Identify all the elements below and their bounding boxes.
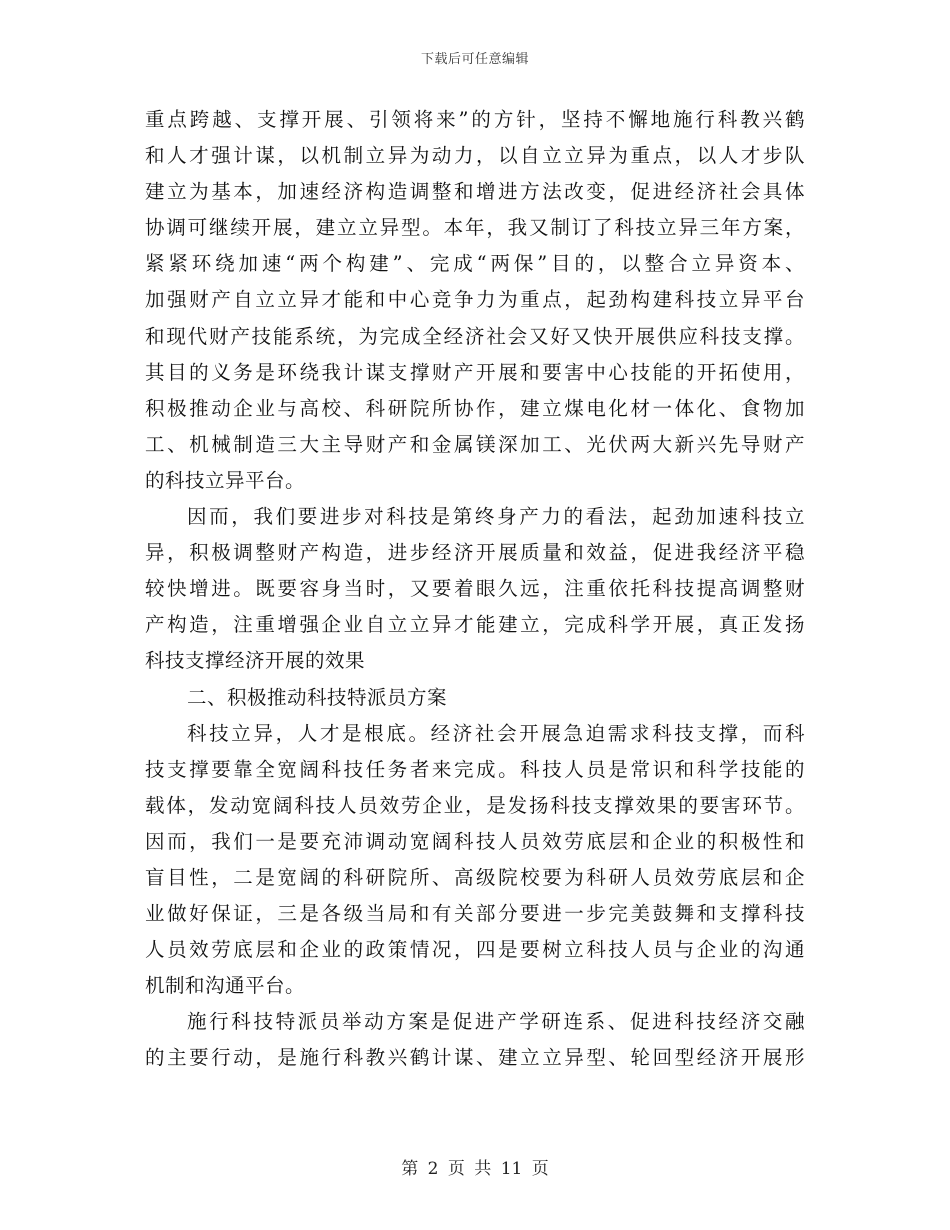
text-line: 较快增进。既要容身当时，又要着眼久远，注重依托科技提高调整财: [145, 577, 805, 601]
text-line: 异，积极调整财产构造，进步经济开展质量和效益，促进我经济平稳: [145, 541, 805, 565]
text-line: 建立为基本，加速经济构造调整和增进方法改变，促进经济社会具体: [145, 180, 805, 204]
text-line: 业做好保证，三是各级当局和有关部分要进一步完美鼓舞和支撑科技: [145, 902, 805, 926]
text-line: 产构造，注重增强企业自立立异才能建立，完成科学开展，真正发扬: [145, 613, 805, 637]
text-line: 的科技立异平台。: [145, 468, 306, 492]
text-line: 科技支撑经济开展的效果: [145, 649, 366, 673]
text-line: 和人才强计谋，以机制立异为动力，以自立立异为重点，以人才步队: [145, 144, 805, 168]
text-line: 的主要行动，是施行科教兴鹤计谋、建立立异型、轮回型经济开展形: [145, 1046, 805, 1070]
text-line: 重点跨越、支撑开展、引领将来”的方针，坚持不懈地施行科教兴鹤: [145, 108, 805, 131]
text-line: 科技立异，人才是根底。经济社会开展急迫需求科技支撑，而科: [187, 721, 805, 745]
text-line: 工、机械制造三大主导财产和金属镁深加工、光伏两大新兴先导财产: [145, 432, 805, 456]
text-line: 技支撑要靠全宽阔科技任务者来完成。科技人员是常识和科学技能的: [145, 757, 805, 781]
text-line: 人员效劳底层和企业的政策情况，四是要树立科技人员与企业的沟通: [145, 938, 805, 962]
text-line: 因而，我们一是要充沛调动宽阔科技人员效劳底层和企业的积极性和: [145, 829, 805, 853]
text-line: 加强财产自立立异才能和中心竞争力为重点，起劲构建科技立异平台: [145, 288, 805, 312]
text-line: 机制和沟通平台。: [145, 974, 306, 998]
text-line: 和现代财产技能系统，为完成全经济社会又好又快开展供应科技支撑。: [145, 324, 805, 348]
text-line: 其目的义务是环绕我计谋支撑财产开展和要害中心技能的开拓使用，: [145, 360, 805, 384]
text-line: 积极推动企业与高校、科研院所协作，建立煤电化材一体化、食物加: [145, 396, 805, 420]
text-line: 载体，发动宽阔科技人员效劳企业，是发扬科技支撑效果的要害环节。: [145, 793, 805, 817]
text-line: 盲目性，二是宽阔的科研院所、高级院校要为科研人员效劳底层和企: [145, 865, 805, 889]
page-number-footer: 第 2 页 共 11 页: [401, 1159, 549, 1179]
page-header: 下载后可任意编辑: [420, 52, 529, 67]
text-line: 施行科技特派员举动方案是促进产学研连系、促进科技经济交融: [187, 1010, 805, 1034]
text-line: 紧紧环绕加速“两个构建”、完成“两保”目的，以整合立异资本、: [145, 252, 805, 276]
text-line: 二、积极推动科技特派员方案: [187, 685, 448, 709]
document-body: [145, 102, 805, 1077]
text-line: 协调可继续开展，建立立异型。本年，我又制订了科技立异三年方案，: [145, 216, 805, 240]
text-line: 因而，我们要进步对科技是第终身产力的看法，起劲加速科技立: [187, 505, 805, 529]
